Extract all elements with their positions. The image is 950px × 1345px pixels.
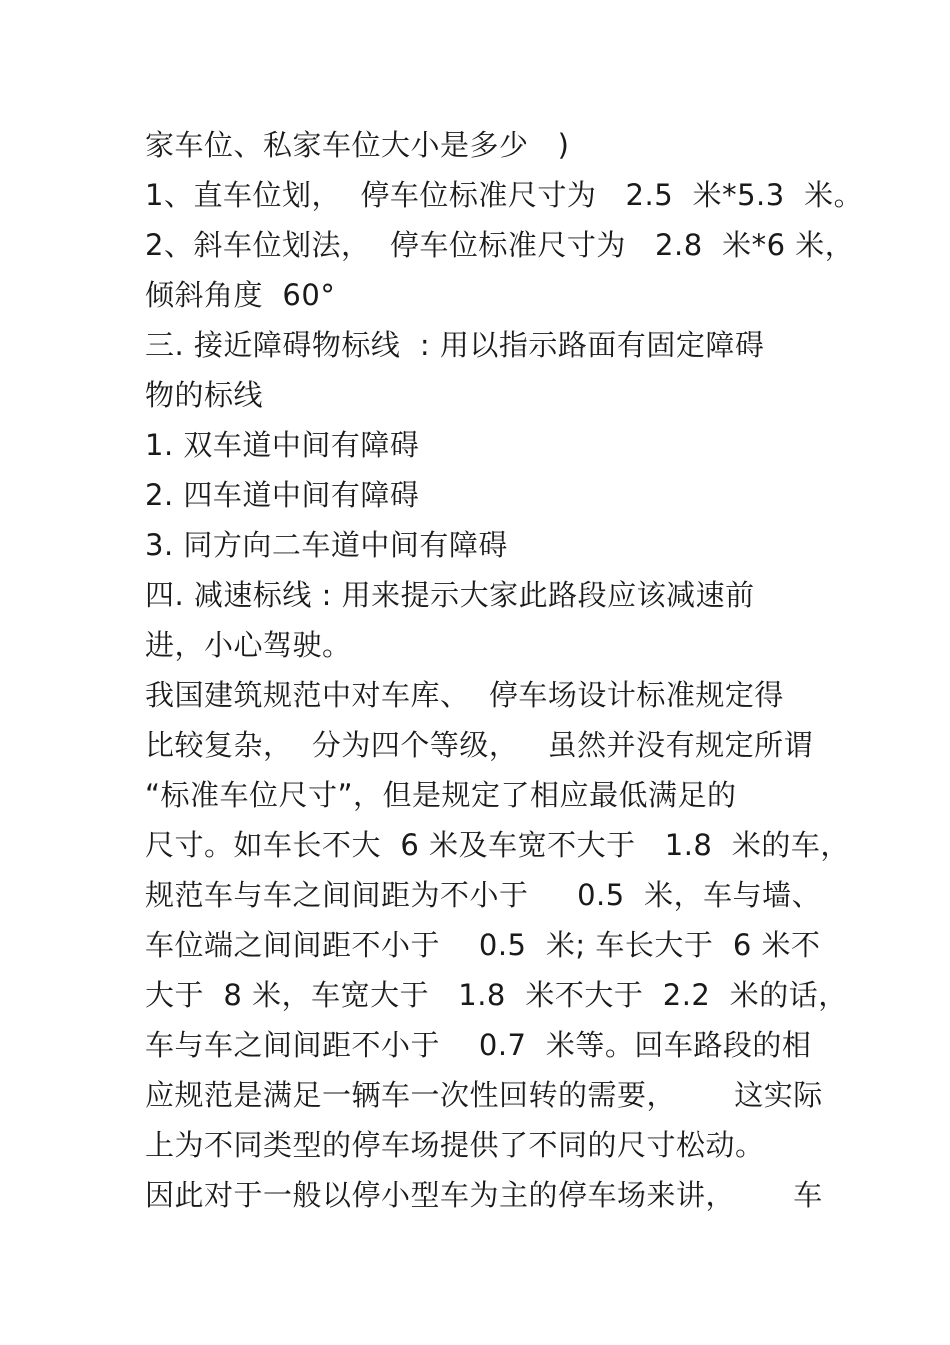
text-line: 大于 8 米，车宽大于 1.8 米不大于 2.2 米的话， xyxy=(145,978,848,1012)
text-line: 上为不同类型的停车场提供了不同的尺寸松动。 xyxy=(145,1128,765,1162)
text-line: 比较复杂， 分为四个等级， 虽然并没有规定所谓 xyxy=(145,728,814,762)
text-line: 进，小心驾驶。 xyxy=(145,628,352,662)
text-line: 1. 双车道中间有障碍 xyxy=(145,428,420,462)
text-line: 四. 减速标线 : 用来提示大家此路段应该减速前 xyxy=(145,578,755,612)
text-line: 三. 接近障碍物标线 : 用以指示路面有固定障碍 xyxy=(145,328,765,362)
text-line: “标准车位尺寸”，但是规定了相应最低满足的 xyxy=(145,778,737,812)
text-line: 家车位、私家车位大小是多少 ) xyxy=(145,128,570,162)
text-line: 2、斜车位划法， 停车位标准尺寸为 2.8 米*6 米， xyxy=(145,228,855,262)
text-line: 因此对于一般以停小型车为主的停车场来讲， 车 xyxy=(145,1178,823,1212)
text-line: 2. 四车道中间有障碍 xyxy=(145,478,420,512)
text-line: 1、直车位划， 停车位标准尺寸为 2.5 米*5.3 米。 xyxy=(145,178,864,212)
text-line: 应规范是满足一辆车一次性回转的需要， 这实际 xyxy=(145,1078,823,1112)
text-line: 物的标线 xyxy=(145,378,264,412)
text-line: 尺寸。如车长不大 6 米及车宽不大于 1.8 米的车， xyxy=(145,828,850,862)
body-text xyxy=(145,120,864,1220)
text-line: 3. 同方向二车道中间有障碍 xyxy=(145,528,508,562)
text-line: 倾斜角度 60° xyxy=(145,278,336,312)
text-line: 车与车之间间距不小于 0.7 米等。回车路段的相 xyxy=(145,1028,812,1062)
text-line: 车位端之间间距不小于 0.5 米; 车长大于 6 米不 xyxy=(145,928,821,962)
text-line: 规范车与车之间间距为不小于 0.5 米，车与墙、 xyxy=(145,878,822,912)
text-line: 我国建筑规范中对车库、 停车场设计标准规定得 xyxy=(145,678,784,712)
